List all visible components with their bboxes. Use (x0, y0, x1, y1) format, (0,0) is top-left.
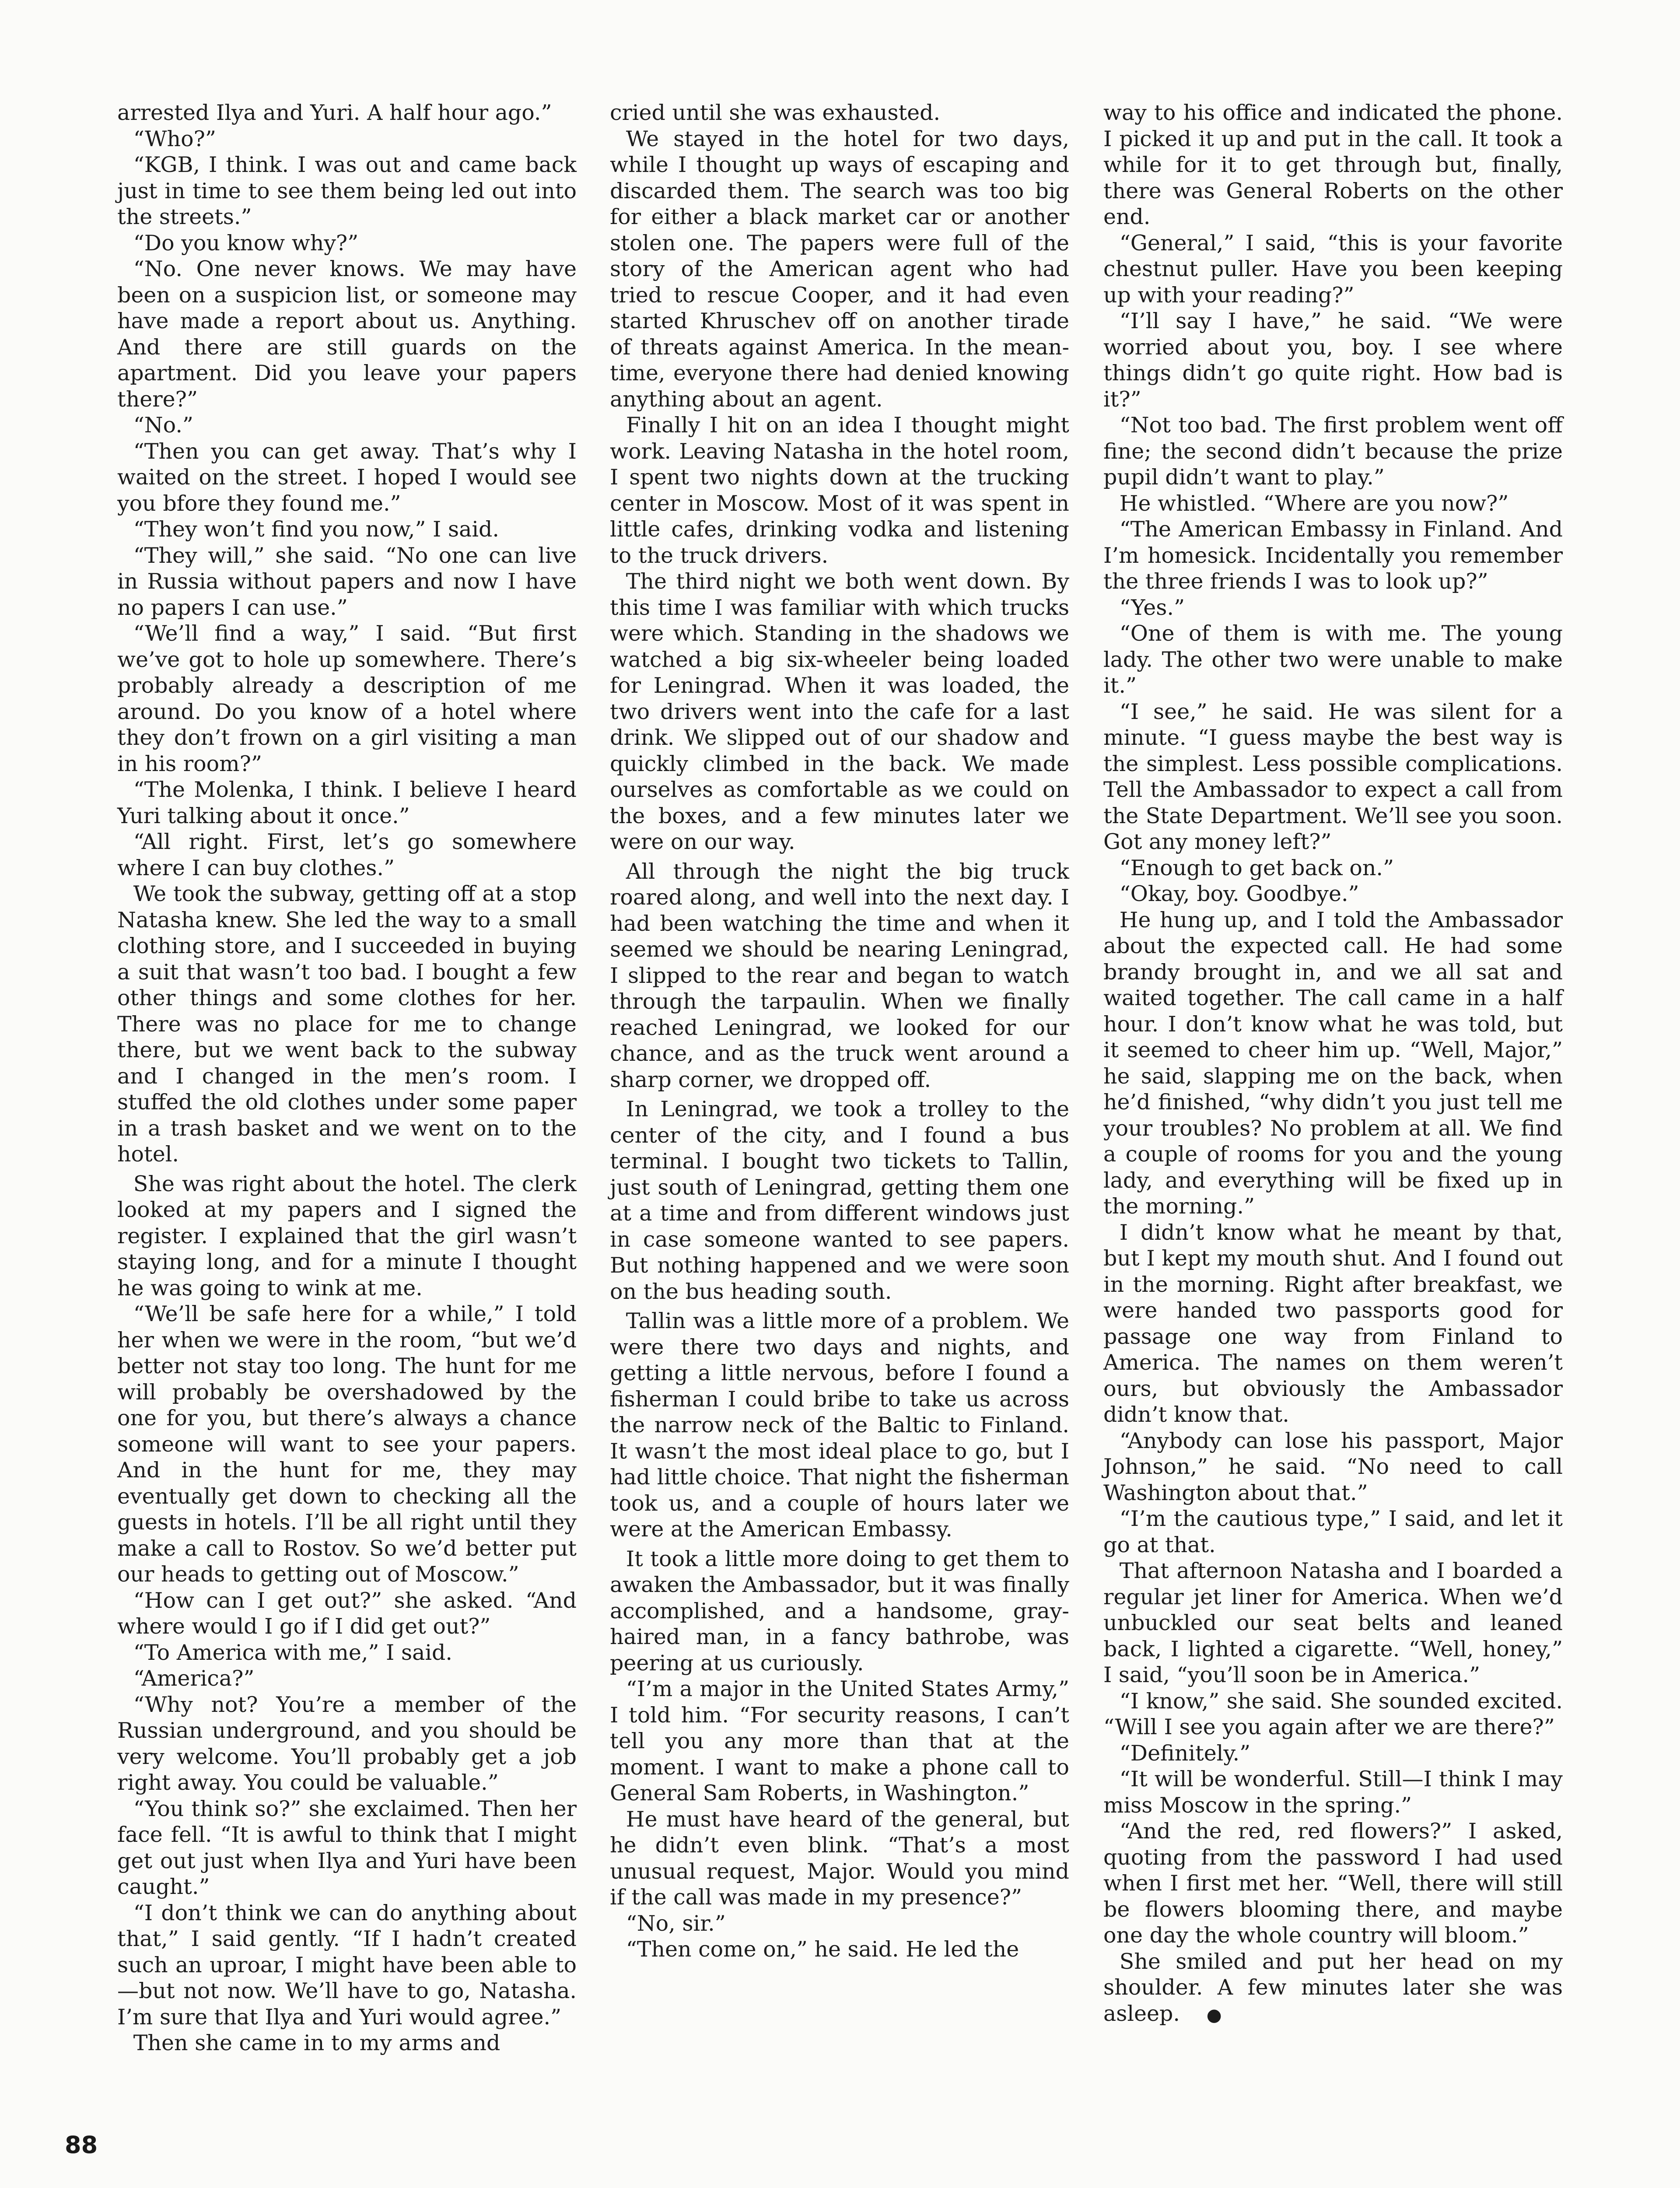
paragraph: “Not too bad. The first problem went off fine; the second didn’t because the prize pupil didn’t want to play.” (1103, 413, 1563, 490)
paragraph: He must have heard of the general, but he didn’t even blink. “That’s a most unusual request, Major. Would you mind if the call was made in my presence?” (610, 1806, 1069, 1910)
paragraph: “We’ll find a way,” I said. “But first we’ve got to hole up somewhere. There’s probably already a description of me around. Do you know of a hotel where they don’t frown on a girl visiting a man in his room?” (117, 621, 577, 776)
paragraph: He hung up, and I told the Ambassador about the expected call. He had some brandy brought in, and we all sat and waited together. The call came in a half hour. I don’t know what he was told, but it seemed to cheer him up. “Well, Major,” he said, slapping me on the back, when he’d finished, “why didn’t you just tell me your troubles? No problem at all. We find a couple of rooms for you and the young lady, and everything will be fixed up in the morning.” (1103, 907, 1563, 1219)
paragraph: “The American Embassy in Finland. And I’m homesick. Incidentally you remember the three friends I was to look up?” (1103, 517, 1563, 594)
paragraph: “To America with me,” I said. (133, 1640, 452, 1665)
paragraph: “We’ll be safe here for a while,” I told her when we were in the room, “but we’d better not stay too long. The hunt for me will probably be overshadowed by the one for you, but there’s always a chance someone will want to see your papers. And in the hunt for me, they may eventually get down to checking all the guests in hotels. I’ll be all right until they make a call to Rostov. So we’d better put our heads to getting out of Moscow.” (117, 1301, 577, 1587)
paragraph: “They will,” she said. “No one can live in Russia without papers and now I have no papers I can use.” (117, 543, 577, 620)
paragraph: “General,” I said, “this is your favorite chestnut puller. Have you been keeping up with your reading?” (1103, 230, 1563, 308)
paragraph: Tallin was a little more of a problem. We were there two days and nights, and getting a little nervous, before I found a fisherman I could bribe to take us across the narrow neck of the Baltic to Finland. It wasn’t the most ideal place to go, but I had little choice. That night the fisherman took us, and a couple of hours later we were at the American Embassy. (610, 1308, 1069, 1542)
paragraph: “I’m the cautious type,” I said, and let it go at that. (1103, 1506, 1563, 1557)
paragraph: “The Molenka, I think. I believe I heard Yuri talking about it once.” (117, 777, 577, 828)
paragraph: “America?” (133, 1666, 255, 1691)
paragraph: She was right about the hotel. The clerk looked at my papers and I signed the register. I explained that the girl wasn’t staying long, and for a minute I thought he was going to wink at me. (117, 1171, 577, 1301)
paragraph: “Okay, boy. Goodbye.” (1119, 881, 1359, 906)
paragraph: “No.” (133, 413, 193, 438)
paragraph: I didn’t know what he meant by that, but I kept my mouth shut. And I found out in the morning. Right after breakfast, we were handed two passports good for passage one way from Finland to America. The names on them weren’t ours, but obviously the Ambassador didn’t know that. (1103, 1220, 1563, 1427)
final-paragraph (1103, 1949, 1563, 2029)
paragraph: way to his office and indicated the phone. I picked it up and put in the call. It took a while for it to get through but, finally, there was General Roberts on the other end. (1103, 100, 1563, 229)
paragraph: “Why not? You’re a member of the Russian underground, and you should be very welcome. You’ll probably get a job right away. You could be valuable.” (117, 1692, 577, 1795)
paragraph: He whistled. “Where are you now?” (1119, 491, 1509, 516)
paragraph: cried until she was exhausted. (610, 100, 941, 125)
paragraph: “No. One never knows. We may have been on a suspicion list, or someone may have made a report about us. Anything. And there are still guards on the apartment. Did you leave your papers there?” (117, 256, 577, 412)
paragraph: “Then you can get away. That’s why I waited on the street. I hoped I would see you bfore they found me.” (117, 438, 577, 516)
paragraph: “Then come on,” he said. He led the (626, 1937, 1019, 1962)
paragraph: “I don’t think we can do anything about that,” I said gently. “If I hadn’t created such an uproar, I might have been able to—but not now. We’ll have to go, Natasha. I’m sure that Ilya and Yuri would agree.” (117, 1900, 577, 2030)
text-column-2 (610, 100, 1069, 1963)
paragraph: “All right. First, let’s go somewhere where I can buy clothes.” (117, 829, 577, 880)
paragraph: “I’ll say I have,” he said. “We were worried about you, boy. I see where things didn’t go quite right. How bad is it?” (1103, 309, 1563, 412)
paragraph: Finally I hit on an idea I thought might work. Leaving Natasha in the hotel room, I spent two nights down at the trucking center in Moscow. Most of it was spent in little cafes, drinking vodka and listening to the truck drivers. (610, 413, 1069, 568)
paragraph: The third night we both went down. By this time I was familiar with which trucks were which. Standing in the shadows we watched a big six-wheeler being loaded for Leningrad. When it was loaded, the two drivers went into the cafe for a last drink. We slipped out of our shadow and quickly climbed in the back. We made ourselves as comfortable as we could on the boxes, and a few minutes later we were on our way. (610, 569, 1069, 854)
paragraph: “They won’t find you now,” I said. (133, 517, 499, 542)
paragraph: “One of them is with me. The young lady. The other two were unable to make it.” (1103, 621, 1563, 698)
paragraph: “Who?” (133, 126, 216, 151)
text-column-3 (1103, 100, 1563, 2028)
paragraph: “Anybody can lose his passport, Major Johnson,” he said. “No need to call Washington about that.” (1103, 1428, 1563, 1505)
paragraph: “I’m a major in the United States Army,” I told him. “For security reasons, I can’t tell you any more than that at the moment. I want to make a phone call to General Sam Roberts, in Washington.” (610, 1676, 1069, 1806)
paragraph: “It will be wonderful. Still—I think I may miss Moscow in the spring.” (1103, 1767, 1563, 1818)
paragraph: “You think so?” she exclaimed. Then her face fell. “It is awful to think that I might get out just when Ilya and Yuri have been caught.” (117, 1796, 577, 1899)
paragraph: arrested Ilya and Yuri. A half hour ago.” (117, 100, 552, 125)
paragraph: “Enough to get back on.” (1119, 855, 1394, 880)
paragraph: “And the red, red flowers?” I asked, quoting from the password I had used when I first met her. “Well, there will still be flowers blooming there, and maybe one day the whole country will bloom.” (1103, 1819, 1563, 1948)
paragraph: All through the night the big truck roared along, and well into the next day. I had been watching the time and when it seemed we should be nearing Leningrad, I slipped to the rear and began to watch through the tarpaulin. When we finally reached Leningrad, we looked for our chance, and as the truck went around a sharp corner, we dropped off. (610, 859, 1069, 1092)
paragraph: “Do you know why?” (133, 230, 359, 256)
paragraph: “I know,” she said. She sounded excited. “Will I see you again after we are there?” (1103, 1688, 1563, 1739)
paragraph: In Leningrad, we took a trolley to the center of the city, and I found a bus terminal. I bought two tickets to Tallin, just south of Leningrad, getting them one at a time and from different windows just in case someone wanted to see papers. But nothing happened and we were soon on the bus heading south. (610, 1097, 1069, 1304)
paragraph: We stayed in the hotel for two days, while I thought up ways of escaping and discarded them. The search was too big for either a black market car or another stolen one. The papers were full of the story of the American agent who had tried to rescue Cooper, and it had even started Khruschev off on another tirade of threats against America. In the meantime, everyone there had denied knowing anything about an agent. (610, 126, 1069, 412)
paragraph: “I see,” he said. He was silent for a minute. “I guess maybe the best way is the simplest. Less possible complications. Tell the Ambassador to expect a call from the State Department. We’ll see you soon. Got any money left?” (1103, 699, 1563, 854)
paragraph: “Yes.” (1119, 595, 1185, 620)
paragraph: Then she came in to my arms and (133, 2030, 500, 2055)
paragraph: That afternoon Natasha and I boarded a regular jet liner for America. When we’d unbuckled our seat belts and leaned back, I lighted a cigarette. “Well, honey,” I said, “you’ll soon be in America.” (1103, 1558, 1563, 1687)
paragraph: “How can I get out?” she asked. “And where would I go if I did get out?” (117, 1588, 577, 1639)
paragraph: It took a little more doing to get them to awaken the Ambassador, but it was finally accomplished, and a handsome, gray-haired man, in a fancy bathrobe, was peering at us curiously. (610, 1546, 1069, 1676)
paragraph-text: She smiled and put her head on my shoulder. A few minutes later she was asleep. (1103, 1949, 1563, 2026)
paragraph: We took the subway, getting off at a stop Natasha knew. She led the way to a small clothing store, and I succeeded in buying a suit that wasn’t too bad. I bought a few other things and some clothes for her. There was no place for me to change there, but we went back to the subway and I changed in the men’s room. I stuffed the old clothes under some paper in a trash basket and we went on to the hotel. (117, 881, 577, 1167)
paragraph: “No, sir.” (626, 1911, 726, 1936)
end-of-article-mark: ● (1206, 2005, 1222, 2025)
text-column-1 (117, 100, 577, 2056)
page-number: 88 (65, 2131, 98, 2159)
paragraph: “Definitely.” (1119, 1740, 1251, 1766)
paragraph: “KGB, I think. I was out and came back just in time to see them being led out into the streets.” (117, 152, 577, 229)
